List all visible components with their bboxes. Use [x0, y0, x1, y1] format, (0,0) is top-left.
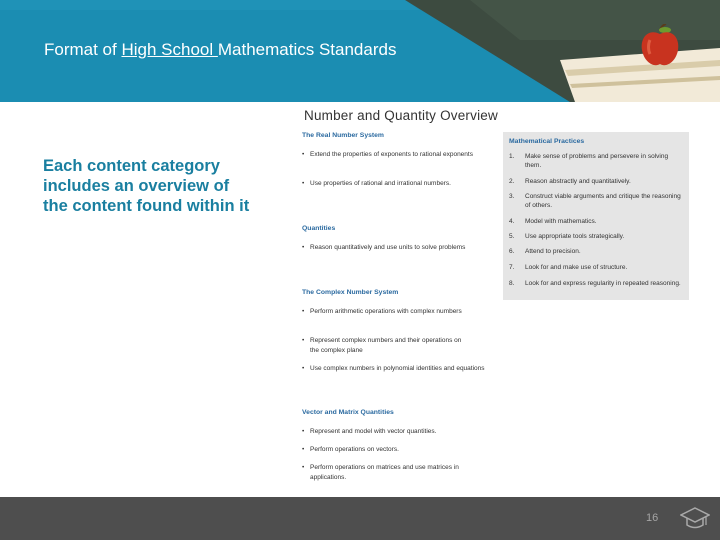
- title-underlined: High School: [121, 40, 218, 59]
- list-item: 6. Attend to precision.: [509, 248, 581, 255]
- slide-description: Each content category includes an overview of the content found within it: [43, 157, 250, 215]
- list-item: 8. Look for and express regularity in repeated reasoning.: [509, 280, 681, 287]
- document-title: Number and Quantity Overview: [304, 108, 498, 123]
- list-item: • Use complex numbers in polynomial identities and equations: [310, 364, 490, 374]
- graduation-cap-icon: [680, 505, 710, 533]
- list-item: • Reason quantitatively and use units to solve problems: [310, 243, 485, 253]
- list-item: 2. Reason abstractly and quantitatively.: [509, 178, 631, 185]
- list-item: • Represent complex numbers and their operations on the complex plane: [310, 336, 470, 355]
- list-item: 1. Make sense of problems and persevere in solving them.: [509, 153, 669, 169]
- section-heading: The Complex Number System: [302, 289, 399, 296]
- slide-title: Format of High School Mathematics Standards: [44, 40, 397, 59]
- list-item: • Use properties of rational and irrational numbers.: [310, 179, 470, 189]
- list-item: • Represent and model with vector quantities.: [310, 427, 495, 437]
- section-heading: Vector and Matrix Quantities: [302, 409, 394, 416]
- list-item: • Perform arithmetic operations with complex numbers: [310, 307, 485, 317]
- header-banner: [0, 0, 720, 102]
- practices-heading: Mathematical Practices: [509, 138, 585, 145]
- section-heading: The Real Number System: [302, 132, 384, 139]
- mathematical-practices-box: [503, 132, 689, 300]
- list-item: 5. Use appropriate tools strategically.: [509, 233, 625, 240]
- footer-bar: [0, 497, 720, 540]
- list-item: • Perform operations on vectors.: [310, 445, 495, 455]
- section-heading: Quantities: [302, 225, 336, 232]
- document-excerpt: [296, 104, 696, 496]
- list-item: • Perform operations on matrices and use matrices in applications.: [310, 463, 470, 482]
- list-item: 4. Model with mathematics.: [509, 218, 597, 225]
- list-item: • Extend the properties of exponents to rational exponents: [310, 150, 490, 160]
- page-number: 16: [646, 512, 659, 524]
- apple-icon: [638, 24, 682, 68]
- list-item: 7. Look for and make use of structure.: [509, 264, 628, 271]
- list-item: 3. Construct viable arguments and critique the reasoning of others.: [509, 193, 681, 209]
